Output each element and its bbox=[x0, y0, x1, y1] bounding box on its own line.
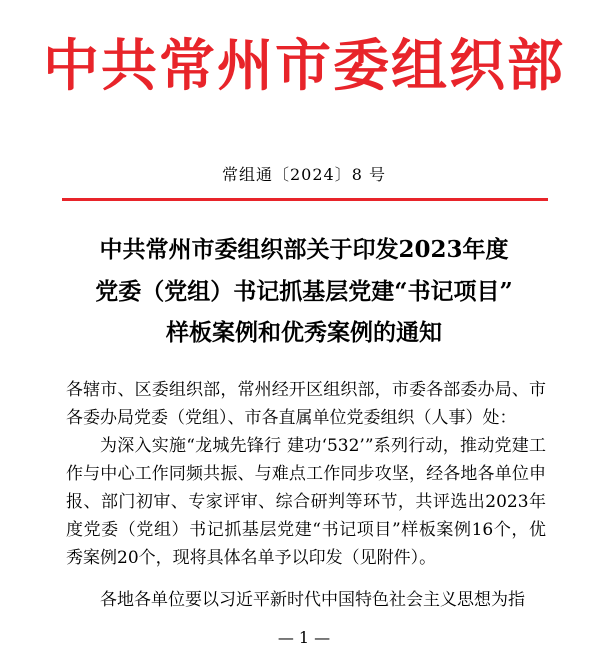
title-line-1: 中共常州市委组织部关于印发2023年度 bbox=[99, 236, 509, 263]
title-line-3: 样板案例和优秀案例的通知 bbox=[166, 319, 442, 346]
body-paragraph-2: 各地各单位要以习近平新时代中国特色社会主义思想为指 bbox=[100, 590, 525, 610]
addressees-paragraph: 各辖市、区委组织部，常州经开区组织部，市委各部委办局、市各委办局党委（党组）、市各直属单位党委组织（人事）处： bbox=[66, 380, 546, 428]
red-divider-line bbox=[62, 198, 548, 201]
title-line-2: 党委（党组）书记抓基层党建“书记项目” bbox=[95, 278, 513, 305]
body-paragraph-1: 为深入实施“龙城先锋行 建功‘532’”系列行动，推动党建工作与中心工作同频共振、与难点工作同步攻坚，经各地各单位申报、部门初审、专家评审、综合研判等环节，共评选出2023年度党委（党组）书记抓基层党建“书记项目”样板案例16个，优秀案例20个，现将具体名单予以印发（见附件）。 bbox=[66, 436, 546, 568]
masthead-title: 中共常州市委组织部 bbox=[43, 33, 565, 99]
page-number: — 1 — bbox=[277, 628, 331, 647]
document-number: 常组通〔2024〕8 号 bbox=[222, 165, 386, 184]
